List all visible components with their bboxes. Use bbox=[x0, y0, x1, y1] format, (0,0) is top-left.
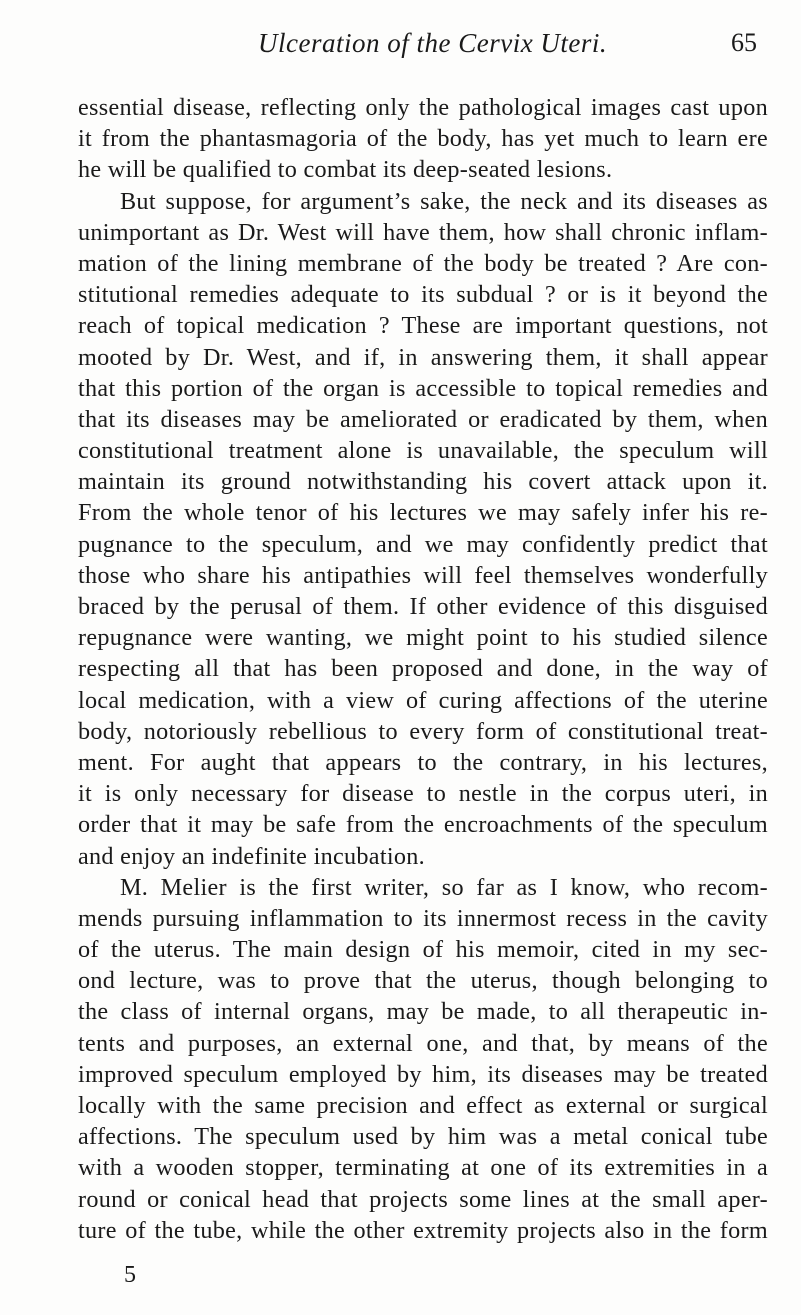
text-line: tents and purposes, an external one, and that, by means of the bbox=[78, 1029, 768, 1057]
text-line: body, notoriously rebellious to every form of constitutional treat- bbox=[78, 717, 768, 745]
text-line: he will be qualified to combat its deep-seated lesions. bbox=[78, 156, 613, 184]
text-line: mends pursuing inflammation to its innermost recess in the cavity bbox=[78, 904, 768, 932]
text-line: that this portion of the organ is accessible to topical remedies and bbox=[78, 374, 768, 402]
text-line: braced by the perusal of them. If other evidence of this disguised bbox=[78, 593, 768, 620]
text-line: improved speculum employed by him, its diseases may be treated bbox=[78, 1060, 768, 1088]
text-line: round or conical head that projects some lines at the small aper- bbox=[78, 1185, 768, 1213]
page-number: 65 bbox=[731, 28, 757, 57]
running-head-title: Ulceration of the Cervix Uteri. bbox=[258, 28, 608, 58]
text-line: it is only necessary for disease to nestle in the corpus uteri, in bbox=[78, 780, 768, 808]
text-line: respecting all that has been proposed and done, in the way of bbox=[78, 655, 768, 683]
text-line: that its diseases may be ameliorated or eradicated by them, when bbox=[78, 405, 768, 433]
text-line: with a wooden stopper, terminating at one of its extremities in a bbox=[78, 1154, 768, 1182]
body-text bbox=[78, 92, 768, 1246]
text-line: maintain its ground notwithstanding his covert attack upon it. bbox=[78, 468, 768, 496]
text-line: it from the phantasmagoria of the body, has yet much to learn ere bbox=[78, 125, 768, 153]
text-line: those who share his antipathies will feel themselves wonderfully bbox=[78, 561, 768, 589]
text-line: and enjoy an indefinite incubation. bbox=[78, 842, 426, 870]
text-line: affections. The speculum used by him was a metal conical tube bbox=[78, 1123, 768, 1151]
text-line: mation of the lining membrane of the body be treated ? Are con- bbox=[78, 249, 768, 277]
text-line: repugnance were wanting, we might point to his studied silence bbox=[78, 624, 768, 652]
text-line: order that it may be safe from the encroachments of the speculum bbox=[78, 811, 768, 839]
text-line: the class of internal organs, may be made, to all therapeutic in- bbox=[78, 998, 768, 1026]
text-line: ond lecture, was to prove that the uterus, though belonging to bbox=[78, 967, 768, 995]
text-line: constitutional treatment alone is unavailable, the speculum will bbox=[78, 437, 768, 465]
signature-mark: 5 bbox=[124, 1262, 136, 1288]
text-line: unimportant as Dr. West will have them, how shall chronic inflam- bbox=[78, 218, 768, 246]
text-line: locally with the same precision and effect as external or surgical bbox=[78, 1092, 768, 1119]
text-line: mooted by Dr. West, and if, in answering them, it shall appear bbox=[78, 343, 768, 371]
text-line: of the uterus. The main design of his memoir, cited in my sec- bbox=[78, 936, 768, 964]
paragraph-start-line: M. Melier is the first writer, so far as I know, who recom- bbox=[120, 873, 768, 901]
paragraph-start-line: But suppose, for argument’s sake, the neck and its diseases as bbox=[120, 187, 768, 215]
text-line: local medication, with a view of curing affections of the uterine bbox=[78, 686, 768, 714]
text-line: stitutional remedies adequate to its subdual ? or is it beyond the bbox=[78, 281, 768, 309]
text-line: reach of topical medication ? These are important questions, not bbox=[78, 312, 768, 340]
text-line: essential disease, reflecting only the pathological images cast upon bbox=[78, 94, 768, 121]
text-line: ture of the tube, while the other extremity projects also in the form bbox=[78, 1216, 768, 1244]
text-line: From the whole tenor of his lectures we may safely infer his re- bbox=[78, 499, 768, 527]
running-head bbox=[0, 28, 801, 68]
text-line: pugnance to the speculum, and we may confidently predict that bbox=[78, 530, 768, 558]
text-line: ment. For aught that appears to the contrary, in his lectures, bbox=[78, 748, 768, 776]
